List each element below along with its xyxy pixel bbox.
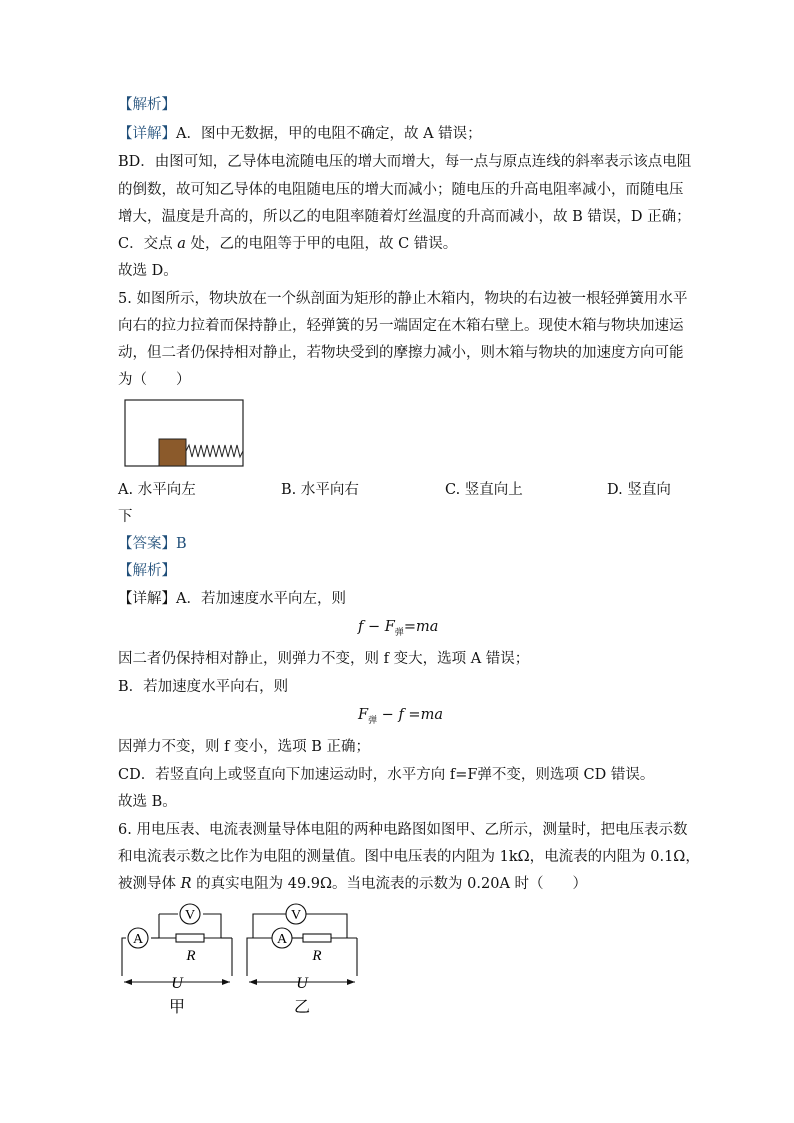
detail-a-text: A．图中无数据，甲的电阻不确定，故 A 错误； [176,126,482,142]
cd-line: CD．若竖直向上或竖直向下加速运动时，水平方向 f=F弹不变，则选项 CD 错误。 [118,767,655,783]
because-1: 因二者仍保持相对静止，则弹力不变，则 f 变大，选项 A 错误； [118,651,530,667]
eq2-sub: 弹 [368,715,378,726]
equation-2 [358,705,443,731]
bd-line-3: 增大，温度是升高的，所以乙的电阻率随着灯丝温度的升高而减小，故 B 错误，D 正确； [118,209,691,225]
q5-line-1: 5. 如图所示，物块放在一个纵剖面为矩形的静止木箱内，物块的右边被一根轻弹簧用水平 [118,291,688,307]
option-c[interactable]: C. 竖直向上 [445,482,523,498]
option-d[interactable]: D. 竖直向 [607,482,671,498]
bd-line-1: BD．由图可知，乙导体电流随电压的增大而增大，每一点与原点连线的斜率表示该点电阻 [118,154,692,170]
choose-d: 故选 D。 [118,263,178,279]
caption-yi: 乙 [293,999,311,1016]
eq1-f: f [358,619,364,635]
analysis-heading-1: 【解析】 [118,97,176,113]
spring [186,445,243,457]
q6-line-2: 和电流表示数之比作为电阻的测量值。图中电压表的内阻为 1kΩ，电流表的内阻为 0.1Ω， [118,849,700,865]
eq2-rest: − f =ma [377,707,443,723]
c-line [118,234,457,254]
c-line-post: 处，乙的电阻等于甲的电阻，故 C 错误。 [185,236,458,252]
option-d-wrap: 下 [118,509,133,525]
q6-line3-post: 的真实电阻为 49.9Ω。当电流表的示数为 0.20A 时（ ） [191,876,588,892]
q5-line-2: 向右的拉力拉着而保持静止，轻弹簧的另一端固定在木箱右壁上。现使木箱与物块加速运 [118,318,684,334]
choose-b: 故选 B。 [118,794,177,810]
detail-a-line [118,124,482,144]
voltage-label-yi: U [296,975,308,992]
q6-line3-pre: 被测导体 [118,876,181,892]
eq1-sub: 弹 [394,627,404,638]
q6-line-3 [118,874,587,894]
analysis-heading-2: 【解析】 [118,563,176,579]
voltmeter-label-jia: V [184,908,196,923]
option-a[interactable]: A. 水平向左 [118,482,196,498]
answer [118,534,187,554]
resistor-label-jia: R [186,948,196,964]
equation-1 [358,617,438,643]
bd-line-2: 的倒数，故可知乙导体的电阻随电压的增大而减小；随电压的升高电阻率减小，而随电压 [118,182,684,198]
ammeter-label-yi: A [276,932,288,947]
voltmeter-label-yi: V [290,908,302,923]
b-line: B．若加速度水平向右，则 [118,679,289,695]
because-2: 因弹力不变，则 f 变小，选项 B 正确； [118,739,370,755]
q6-line-1: 6. 用电压表、电流表测量导体电阻的两种电路图如图甲、乙所示，测量时，把电压表示数 [118,822,688,838]
block [159,439,186,466]
box-spring-diagram [124,399,246,469]
resistor-label-yi: R [312,948,322,964]
detail-2-line: 【详解】A．若加速度水平向左，则 [118,591,346,607]
caption-jia: 甲 [168,999,186,1016]
q5-line-3: 动，但二者仍保持相对静止，若物块受到的摩擦力减小，则木箱与物块的加速度方向可能 [118,345,684,361]
q5-line-4: 为（ ） [118,372,191,388]
q6-line3-var: R [180,876,192,892]
c-line-var: a [177,236,186,252]
voltage-label-jia: U [171,975,183,992]
eq1-minus-F: − F [363,619,395,635]
c-line-pre: C．交点 [118,236,178,252]
ammeter-label-jia: A [132,932,144,947]
eq1-rhs: =ma [403,619,439,635]
answer-text: 【答案】B [118,536,187,552]
circuit-yi [243,898,368,1018]
eq2-F: F [358,707,369,723]
circuit-jia [118,898,243,1018]
detail-tag: 【详解】 [118,126,176,142]
option-b[interactable]: B. 水平向右 [281,482,359,498]
